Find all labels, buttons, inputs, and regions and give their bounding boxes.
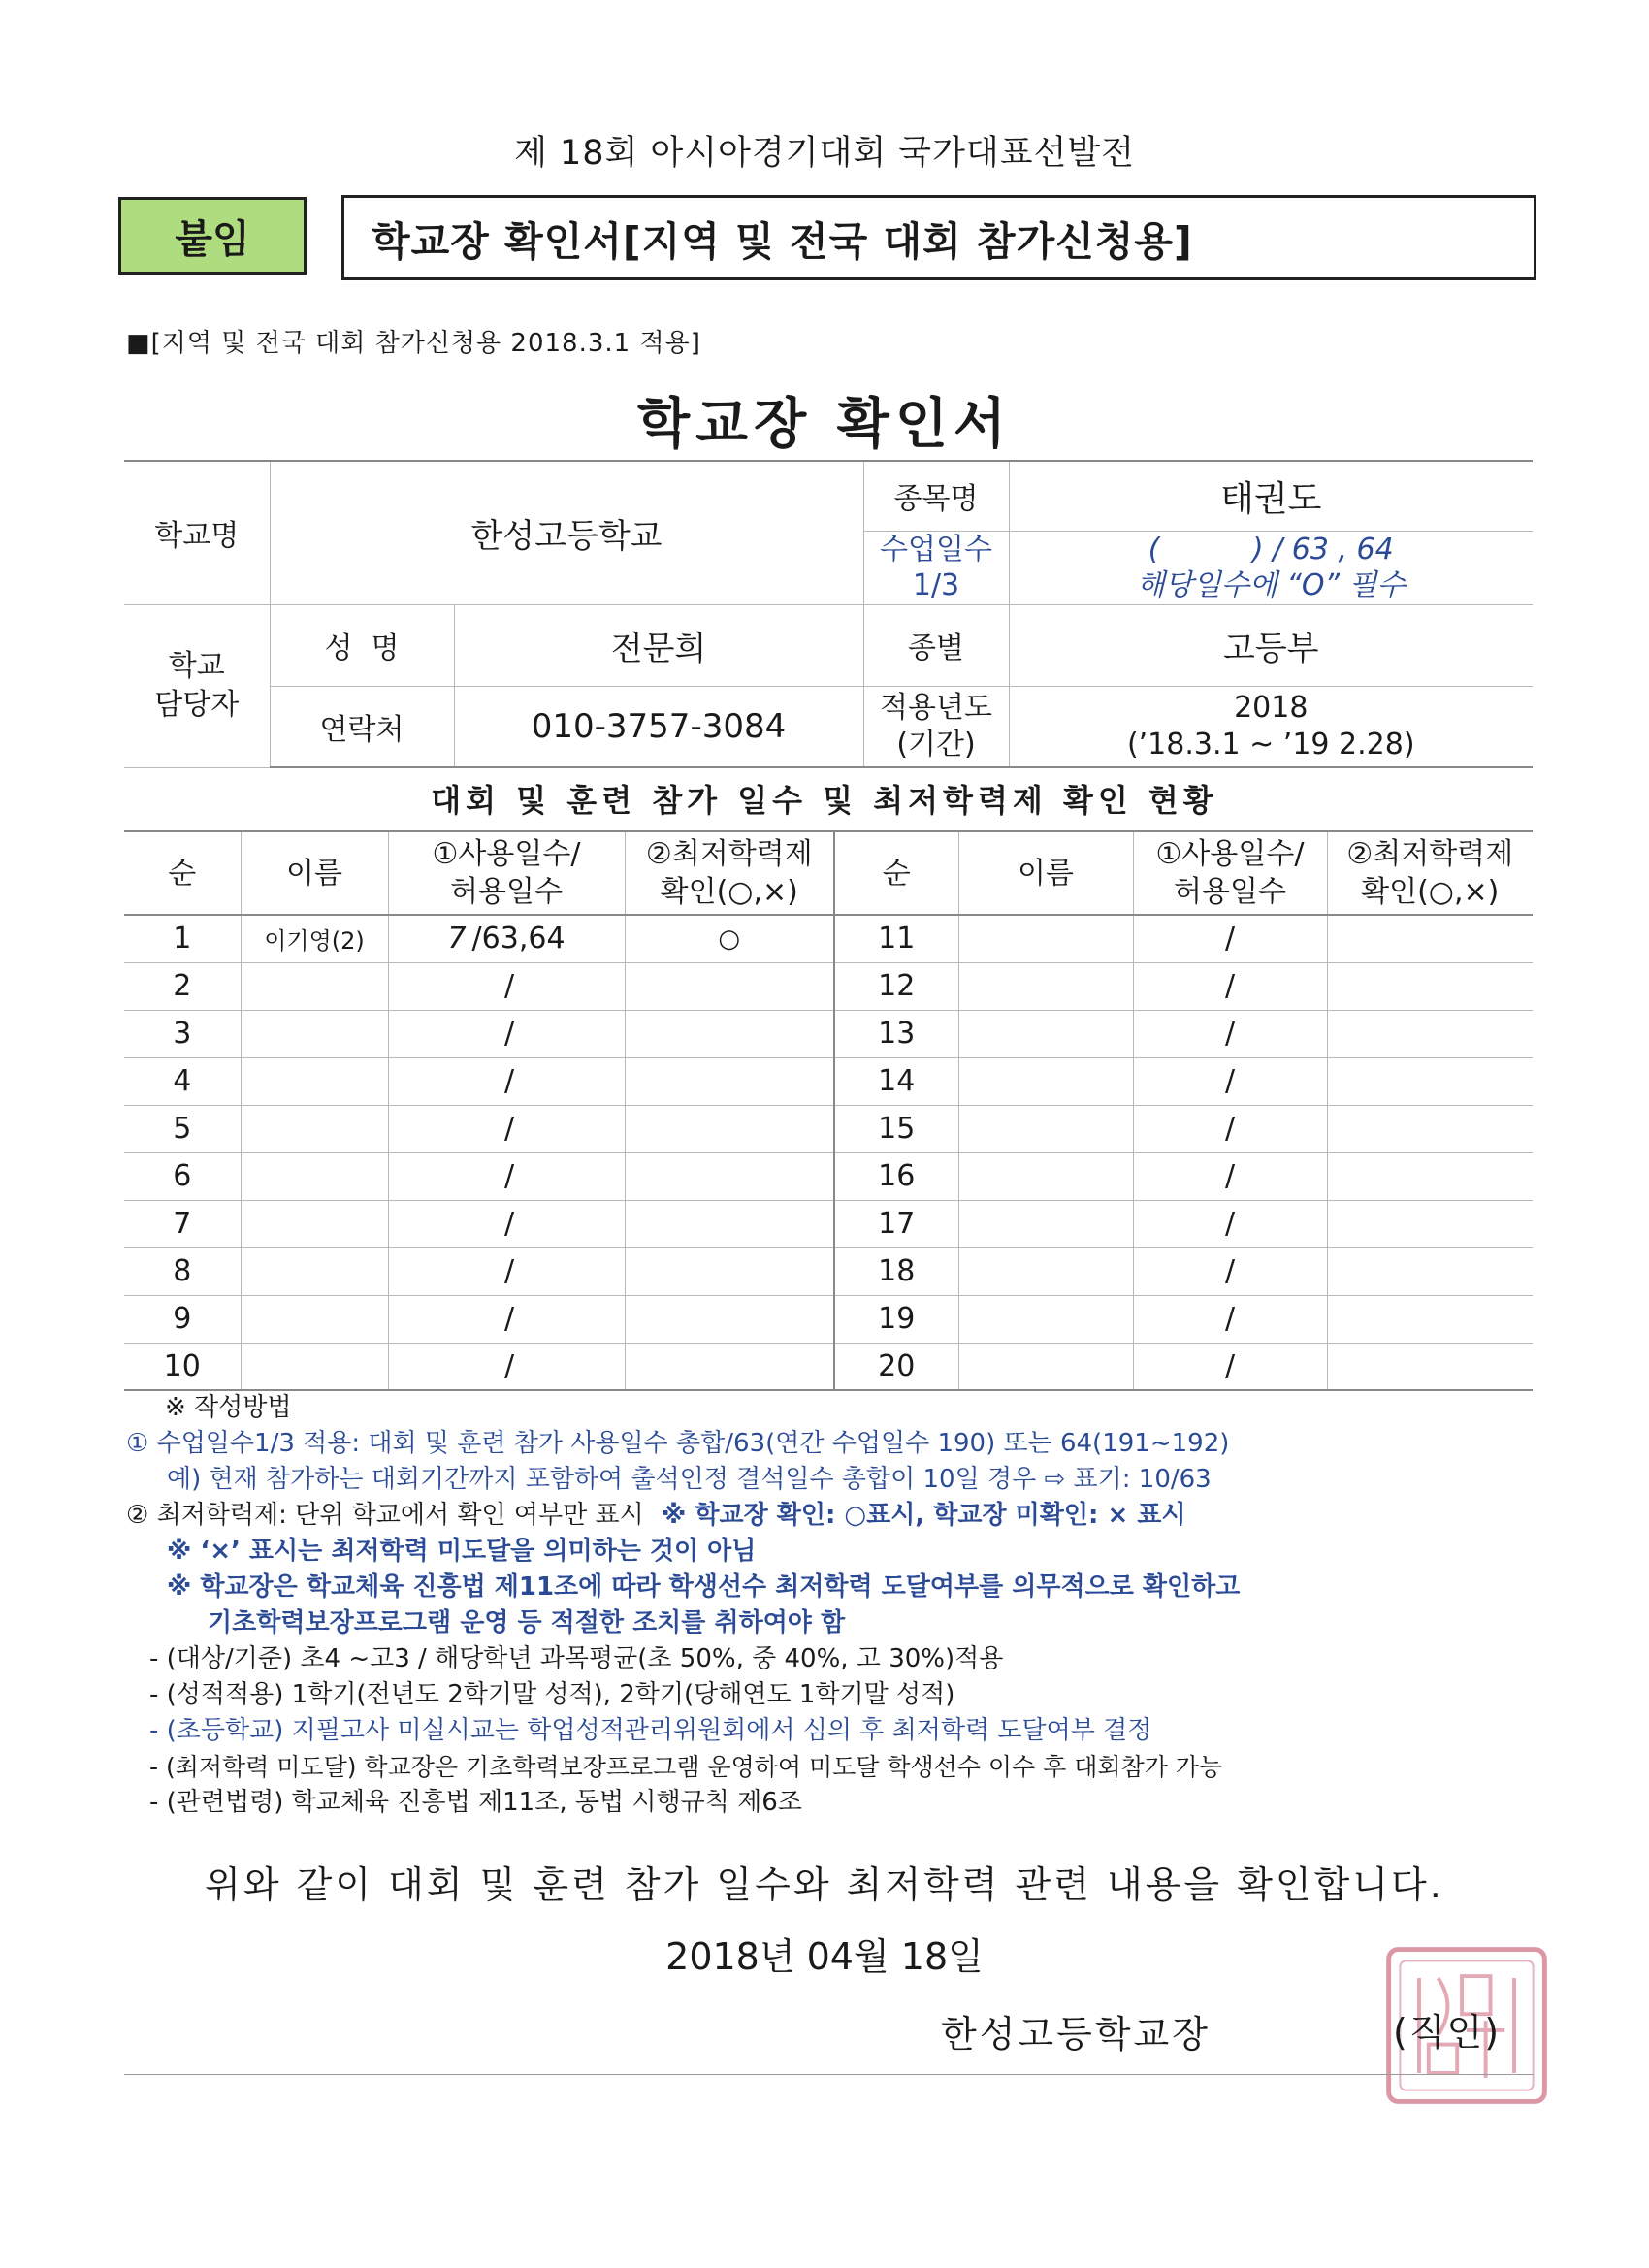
allowed-days: / <box>503 1017 515 1051</box>
header-used-line1: ①사용일수/ <box>432 837 581 871</box>
class-days-label <box>863 531 1009 604</box>
row-number[interactable]: 2 <box>124 962 241 1010</box>
table-row <box>124 1057 1533 1105</box>
student-name[interactable] <box>241 1010 388 1057</box>
table-row <box>124 962 1533 1010</box>
staff-label-line1: 학교 <box>168 649 225 683</box>
year-label-line2: (기간) <box>896 727 976 761</box>
bottom-divider <box>124 2074 1533 2075</box>
header-name-right: 이름 <box>958 831 1133 915</box>
allowed-days: / <box>503 969 515 1003</box>
year-label <box>863 686 1009 767</box>
header-check-line2: 확인(○,×) <box>1361 875 1500 909</box>
student-name[interactable] <box>241 962 388 1010</box>
used-days[interactable]: / <box>1133 962 1327 1010</box>
header-check-line2: 확인(○,×) <box>660 875 798 909</box>
used-days[interactable]: / <box>1133 1010 1327 1057</box>
min-academic-check[interactable] <box>625 1343 834 1390</box>
header-check-line1: ②최저학력제 <box>1346 837 1514 871</box>
min-academic-check[interactable] <box>1327 1247 1533 1295</box>
student-name[interactable] <box>958 915 1133 962</box>
used-days[interactable]: / <box>1133 1247 1327 1295</box>
table-row <box>124 1010 1533 1057</box>
header-used-left <box>388 831 625 915</box>
event-title: 제 18회 아시아경기대회 국가대표선발전 <box>514 134 1135 173</box>
participation-table-body <box>124 831 1533 1390</box>
attachment-tag: 붙임 <box>118 197 307 275</box>
min-academic-check[interactable] <box>1327 1295 1533 1343</box>
header-used-line2: 허용일수 <box>1174 875 1286 909</box>
used-days[interactable] <box>388 1010 625 1057</box>
header-no-left: 순 <box>124 831 241 915</box>
row-number[interactable]: 15 <box>834 1105 958 1152</box>
table-row <box>124 1295 1533 1343</box>
min-academic-check[interactable] <box>1327 1105 1533 1152</box>
used-days[interactable] <box>388 1247 625 1295</box>
note-4a: ※ 학교장은 학교체육 진흥법 제11조에 따라 학생선수 최저학력 도달여부를 의무적으로 확인하고 <box>167 1572 1241 1602</box>
header-check-left <box>625 831 834 915</box>
confirmation-statement: 위와 같이 대회 및 훈련 참가 일수와 최저학력 관련 내용을 확인합니다. <box>205 1863 1444 1906</box>
min-academic-check[interactable] <box>625 1152 834 1200</box>
row-number[interactable]: 9 <box>124 1295 241 1343</box>
allowed-days: / <box>503 1064 515 1098</box>
used-days[interactable]: / <box>1133 1152 1327 1200</box>
allowed-days: / <box>503 1302 515 1336</box>
used-days[interactable] <box>388 1105 625 1152</box>
row-number[interactable]: 20 <box>834 1343 958 1390</box>
used-days[interactable]: / <box>1133 1200 1327 1247</box>
min-academic-check[interactable] <box>1327 1343 1533 1390</box>
school-info-table <box>124 460 1533 768</box>
allowed-days: / <box>503 1112 515 1146</box>
section-title: 대회 및 훈련 참가 일수 및 최저학력제 확인 현황 <box>431 782 1218 819</box>
year-label-line1: 적용년도 <box>880 690 992 725</box>
used-days[interactable] <box>388 1057 625 1105</box>
min-academic-check[interactable] <box>625 1295 834 1343</box>
contact-value: 010-3757-3084 <box>454 686 863 767</box>
min-academic-check[interactable] <box>625 1247 834 1295</box>
allowed-days: / <box>503 1207 515 1241</box>
min-academic-check[interactable] <box>625 1105 834 1152</box>
min-academic-check[interactable] <box>1327 1010 1533 1057</box>
document-title: 학교장 확인서 <box>636 393 1013 456</box>
staff-label-line2: 담당자 <box>154 688 240 722</box>
student-name[interactable] <box>241 1057 388 1105</box>
used-days[interactable] <box>388 962 625 1010</box>
student-name[interactable] <box>241 1200 388 1247</box>
application-note: ■[지역 및 전국 대회 참가신청용 2018.3.1 적용] <box>126 329 701 358</box>
category-value: 고등부 <box>1009 604 1533 686</box>
note-2 <box>126 1498 1542 1534</box>
name-label: 성 명 <box>270 604 454 686</box>
student-name[interactable] <box>958 1152 1133 1200</box>
row-number[interactable]: 6 <box>124 1152 241 1200</box>
student-name[interactable] <box>958 1343 1133 1390</box>
student-name[interactable] <box>241 1105 388 1152</box>
student-name[interactable] <box>958 1247 1133 1295</box>
table-row <box>124 1247 1533 1295</box>
table-row <box>124 1343 1533 1390</box>
used-days[interactable]: / <box>1133 915 1327 962</box>
allowed-days: / <box>503 1159 515 1193</box>
header-check-line1: ②최저학력제 <box>645 837 813 871</box>
note-1a: ① 수업일수1/3 적용: 대회 및 훈련 참가 사용일수 총합/63(연간 수업일수 190) 또는 64(191~192) <box>126 1429 1230 1458</box>
table-row <box>124 1200 1533 1247</box>
note-1b: 예) 현재 참가하는 대회기간까지 포함하여 출석인정 결석일수 총합이 10일 경우 ⇨ 표기: 10/63 <box>167 1465 1212 1494</box>
class-days-value-line1: ( ) / 63 , 64 <box>1148 533 1394 567</box>
detail-2: - (성적적용) 1학기(전년도 2학기말 성적), 2학기(당해연도 1학기말 성적) <box>149 1680 955 1709</box>
category-label: 종별 <box>863 604 1009 686</box>
student-name[interactable]: 이기영(2) <box>241 915 388 962</box>
row-number[interactable]: 18 <box>834 1247 958 1295</box>
min-academic-check[interactable] <box>1327 1057 1533 1105</box>
year-value <box>1009 686 1533 767</box>
class-days-value-line2: 해당일수에 “O” 필수 <box>1136 568 1406 602</box>
header-check-right <box>1327 831 1533 915</box>
year-value-line1: 2018 <box>1234 690 1309 725</box>
student-name[interactable] <box>958 1295 1133 1343</box>
row-number[interactable]: 1 <box>124 915 241 962</box>
detail-5: - (관련법령) 학교체육 진흥법 제11조, 동법 시행규칙 제6조 <box>149 1788 802 1817</box>
class-days-label-line1: 수업일수 <box>880 533 992 567</box>
row-number[interactable]: 4 <box>124 1057 241 1105</box>
student-name[interactable] <box>241 1343 388 1390</box>
row-number[interactable]: 10 <box>124 1343 241 1390</box>
student-name[interactable] <box>241 1152 388 1200</box>
sport-value: 태권도 <box>1009 461 1533 531</box>
student-name[interactable] <box>958 1010 1133 1057</box>
allowed-days: /63,64 <box>471 922 566 956</box>
used-days[interactable] <box>388 915 625 962</box>
issue-date: 2018년 04월 18일 <box>665 1935 984 1978</box>
note-4b: 기초학력보장프로그램 운영 등 적절한 조치를 취하여야 함 <box>208 1608 846 1637</box>
row-number[interactable]: 5 <box>124 1105 241 1152</box>
instructions-heading: ※ 작성방법 <box>165 1393 292 1422</box>
row-number[interactable]: 19 <box>834 1295 958 1343</box>
student-name[interactable] <box>958 1057 1133 1105</box>
used-days[interactable]: / <box>1133 1057 1327 1105</box>
row-number[interactable]: 8 <box>124 1247 241 1295</box>
header-used-right <box>1133 831 1327 915</box>
row-number[interactable]: 3 <box>124 1010 241 1057</box>
form-title-box: 학교장 확인서[지역 및 전국 대회 참가신청용] <box>341 195 1536 280</box>
min-academic-check[interactable] <box>1327 1152 1533 1200</box>
used-days[interactable]: / <box>1133 1343 1327 1390</box>
row-number[interactable]: 16 <box>834 1152 958 1200</box>
note-3: ※ ‘×’ 표시는 최저학력 미도달을 의미하는 것이 아님 <box>167 1537 757 1566</box>
used-days[interactable]: / <box>1133 1295 1327 1343</box>
school-name-value: 한성고등학교 <box>270 461 863 604</box>
allowed-days: / <box>503 1348 515 1383</box>
class-days-value <box>1009 531 1533 604</box>
year-value-line2: (’18.3.1 ~ ’19 2.28) <box>1126 727 1415 761</box>
min-academic-check[interactable] <box>625 962 834 1010</box>
contact-label: 연락처 <box>270 686 454 767</box>
header-used-line1: ①사용일수/ <box>1155 837 1305 871</box>
detail-1: - (대상/기준) 초4 ~고3 / 해당학년 과목평균(초 50%, 중 40%, 고 30%)적용 <box>149 1644 1004 1673</box>
name-value: 전문희 <box>454 604 863 686</box>
min-academic-check[interactable] <box>1327 1200 1533 1247</box>
class-days-label-line2: 1/3 <box>912 568 960 602</box>
instructions <box>126 1390 1542 1821</box>
note-2a: ② 최저학력제: 단위 학교에서 확인 여부만 표시 <box>126 1501 644 1530</box>
student-name[interactable] <box>241 1295 388 1343</box>
note-2b: ※ 학교장 확인: ○표시, 학교장 미확인: × 표시 <box>662 1501 1186 1530</box>
table-row <box>124 1105 1533 1152</box>
row-number[interactable]: 14 <box>834 1057 958 1105</box>
row-number[interactable]: 17 <box>834 1200 958 1247</box>
row-number[interactable]: 11 <box>834 915 958 962</box>
allowed-days: / <box>503 1254 515 1288</box>
student-name[interactable] <box>241 1247 388 1295</box>
min-academic-check[interactable] <box>1327 915 1533 962</box>
min-academic-check[interactable] <box>1327 962 1533 1010</box>
min-academic-check[interactable] <box>625 1200 834 1247</box>
min-academic-check[interactable] <box>625 1057 834 1105</box>
table-row <box>124 1152 1533 1200</box>
student-name[interactable] <box>958 1200 1133 1247</box>
staff-label <box>124 604 270 767</box>
sport-label: 종목명 <box>863 461 1009 531</box>
used-days[interactable] <box>388 1152 625 1200</box>
table-header-row <box>124 831 1533 915</box>
table-row <box>124 915 1533 962</box>
used-days-count: 7 <box>447 922 467 956</box>
used-days[interactable] <box>388 1200 625 1247</box>
min-academic-check[interactable]: ○ <box>625 915 834 962</box>
detail-3: - (초등학교) 지필고사 미실시교는 학업성적관리위원회에서 심의 후 최저학력 도달여부 결정 <box>149 1716 1152 1745</box>
used-days[interactable] <box>388 1295 625 1343</box>
school-name-label: 학교명 <box>124 461 270 604</box>
participation-table <box>124 830 1533 1391</box>
student-name[interactable] <box>958 962 1133 1010</box>
row-number[interactable]: 13 <box>834 1010 958 1057</box>
used-days[interactable]: / <box>1133 1105 1327 1152</box>
detail-4: - (최저학력 미도달) 학교장은 기초학력보장프로그램 운영하여 미도달 학생선수 이수 후 대회참가 가능 <box>149 1753 1223 1781</box>
row-number[interactable]: 12 <box>834 962 958 1010</box>
min-academic-check[interactable] <box>625 1010 834 1057</box>
header-used-line2: 허용일수 <box>450 875 563 909</box>
header-no-right: 순 <box>834 831 958 915</box>
used-days[interactable] <box>388 1343 625 1390</box>
row-number[interactable]: 7 <box>124 1200 241 1247</box>
student-name[interactable] <box>958 1105 1133 1152</box>
seal-label: (직인) <box>1393 2011 1502 2054</box>
header-name-left: 이름 <box>241 831 388 915</box>
principal-signature-line: 한성고등학교장 <box>941 2013 1211 2056</box>
